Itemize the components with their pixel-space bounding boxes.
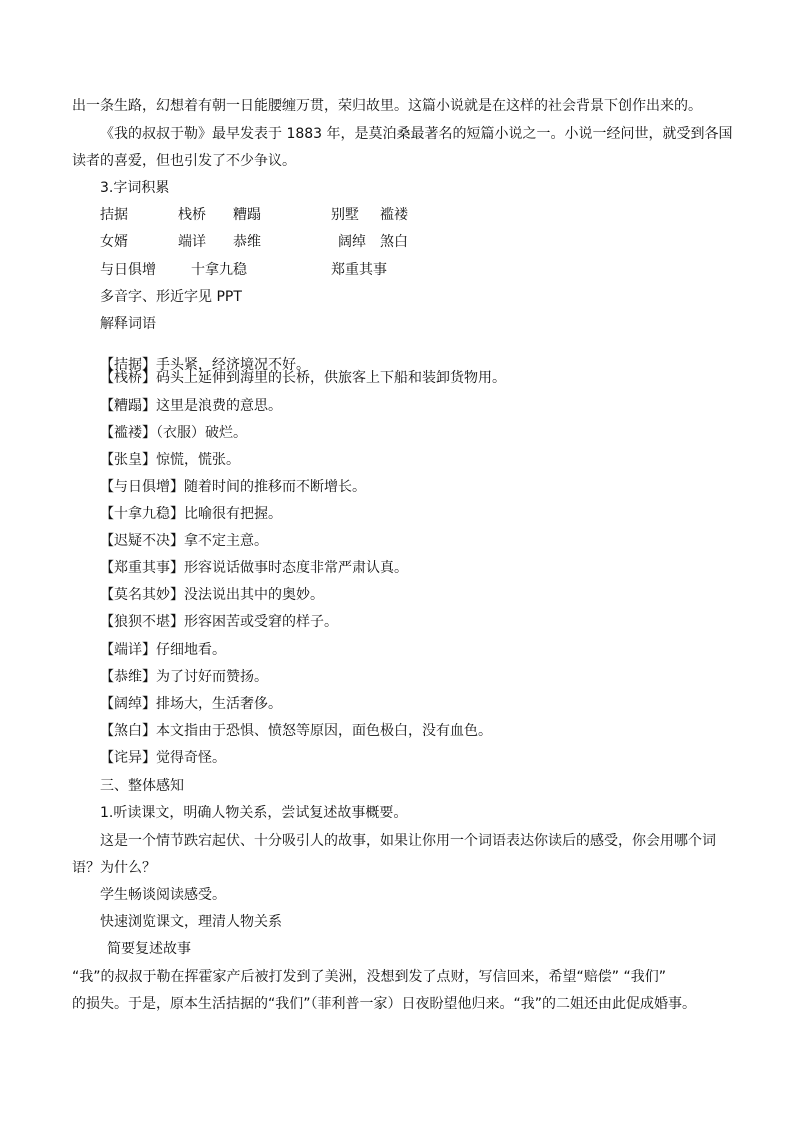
- retell-heading: 简要复述故事: [107, 941, 191, 957]
- definition-item: 【阔绰】排场大，生活奢侈。: [100, 696, 282, 712]
- intro-line-2: 《我的叔叔于勒》最早发表于 1883 年，是莫泊桑最著名的短篇小说之一。小说一经问世，就受到各国: [100, 126, 733, 142]
- vocab-word: 女婿: [100, 234, 128, 250]
- answer-line: 学生畅谈阅读感受。: [100, 887, 226, 903]
- vocab-word: 褴褛: [380, 207, 408, 223]
- question-line-2: 语？为什么？: [72, 860, 156, 876]
- question-line-1: 这是一个情节跌宕起伏、十分吸引人的故事，如果让你用一个词语表达你读后的感受，你会用哪个词: [100, 833, 716, 849]
- definition-item: 【张皇】惊慌，慌张。: [100, 452, 240, 468]
- story-line-2: 的损失。于是，原本生活拮据的“我们”（菲利普一家）日夜盼望他归来。“我”的二姐还由此促成婚事。: [72, 996, 697, 1012]
- vocab-word: 别墅: [331, 207, 359, 223]
- definition-item: 【与日俱增】随着时间的推移而不断增长。: [100, 479, 366, 495]
- definition-item: 【糟蹋】这里是浪费的意思。: [100, 398, 282, 414]
- definition-item: 【迟疑不决】拿不定主意。: [100, 533, 268, 549]
- vocab-word: 阔绰: [338, 234, 366, 250]
- vocab-heading: 3.字词积累: [100, 180, 170, 196]
- browse-instruction: 快速浏览课文，理清人物关系: [100, 914, 282, 930]
- vocab-word: 糟蹋: [233, 207, 261, 223]
- vocab-word: 端详: [178, 234, 206, 250]
- story-line-1: “我”的叔叔于勒在挥霍家产后被打发到了美洲，没想到发了点财，写信回来，希望“赔偿” “我们”: [72, 969, 666, 985]
- intro-line-3: 读者的喜爱，但也引发了不少争议。: [72, 153, 296, 169]
- vocab-word: 十拿九稳: [191, 262, 247, 278]
- section-heading: 三、整体感知: [100, 778, 184, 794]
- ppt-note: 多音字、形近字见 PPT: [100, 289, 242, 305]
- definition-item: 【煞白】本文指由于恐惧、愤怒等原因，面色极白，没有血色。: [100, 723, 492, 739]
- vocab-word: 栈桥: [178, 207, 206, 223]
- definition-item: 【恭维】为了讨好而赞扬。: [100, 669, 268, 685]
- vocab-word: 与日俱增: [100, 262, 156, 278]
- definition-item: 【端详】仔细地看。: [100, 642, 226, 658]
- definition-item: 【拮据】手头紧，经济境况不好。: [100, 357, 310, 373]
- vocab-word: 恭维: [233, 234, 261, 250]
- definition-item: 【诧异】觉得奇怪。: [100, 750, 226, 766]
- definition-item: 【十拿九稳】比喻很有把握。: [100, 506, 282, 522]
- definition-item: 【莫名其妙】没法说出其中的奥妙。: [100, 587, 324, 603]
- vocab-word: 拮据: [100, 207, 128, 223]
- task-item-1: 1.听读课文，明确人物关系，尝试复述故事概要。: [100, 805, 408, 821]
- explain-heading: 解释词语: [100, 316, 156, 332]
- intro-line-1: 出一条生路，幻想着有朝一日能腰缠万贯，荣归故里。这篇小说就是在这样的社会背景下创作出来的。: [72, 98, 702, 114]
- definition-item: 【狼狈不堪】形容困苦或受窘的样子。: [100, 614, 338, 630]
- definition-item: 【栈桥】码头上延伸到海里的长桥，供旅客上下船和装卸货物用。: [100, 370, 506, 386]
- definition-item: 【褴褛】（衣服）破烂。: [100, 425, 247, 441]
- definition-item: 【郑重其事】形容说话做事时态度非常严肃认真。: [100, 560, 408, 576]
- vocab-word: 煞白: [380, 234, 408, 250]
- vocab-word: 郑重其事: [331, 262, 387, 278]
